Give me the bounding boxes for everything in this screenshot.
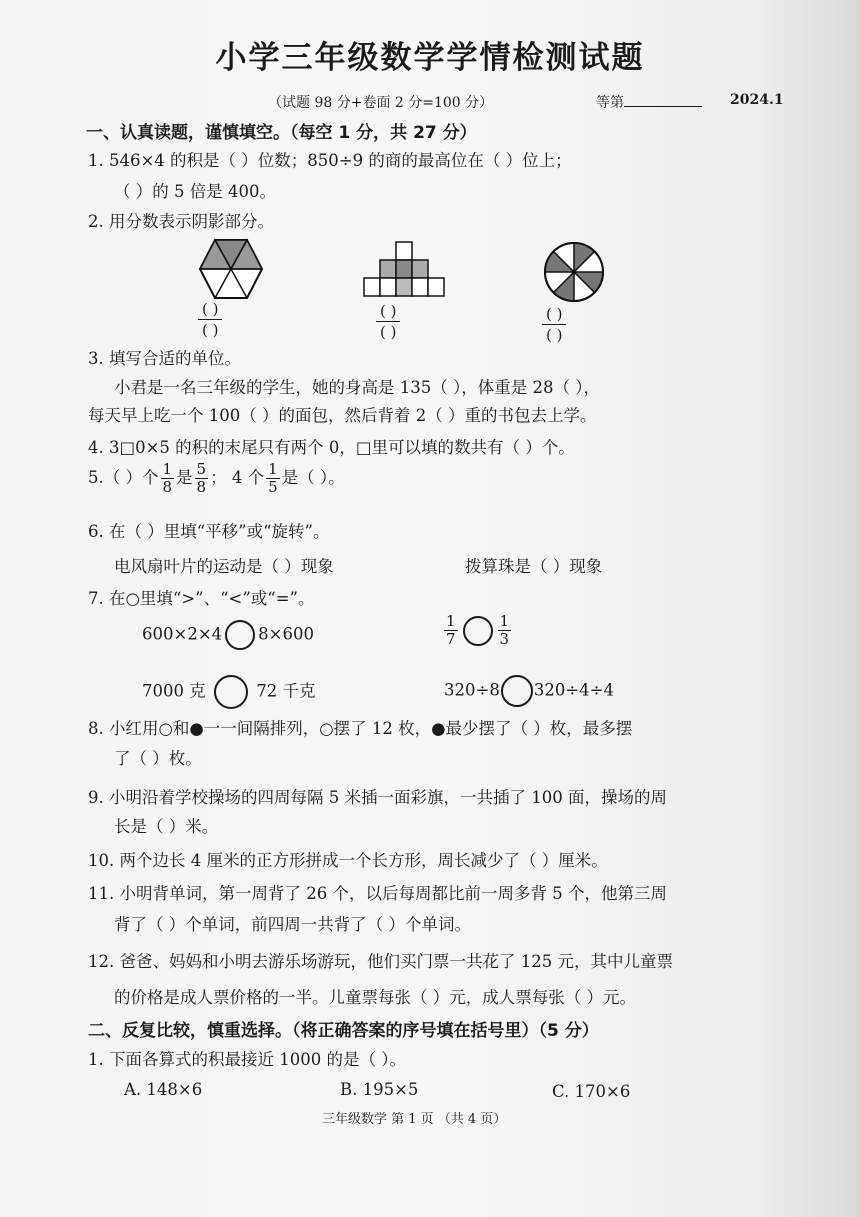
q5-part-d: 是（ ）。 bbox=[281, 468, 345, 487]
q6-text: 6. 在（ ）里填“平移”或“旋转”。 bbox=[88, 522, 330, 541]
q7-c-right: 72 千克 bbox=[256, 681, 316, 701]
fraction-blank-3-numerator[interactable]: ( ) bbox=[542, 307, 566, 325]
s2-q1-text: 1. 下面各算式的积最接近 1000 的是（ ）。 bbox=[88, 1050, 406, 1069]
fraction-blank-1-denominator[interactable]: ( ) bbox=[202, 321, 219, 339]
q5-fraction-1: $\frac{1}{8}$ bbox=[162, 460, 173, 496]
option-c[interactable]: C. 170×6 bbox=[552, 1082, 631, 1101]
section2-heading: 二、反复比较，慎重选择。（将正确答案的序号填在括号里）（5 分） bbox=[88, 1021, 599, 1041]
q12-line1: 12. 爸爸、妈妈和小明去游乐场游玩，他们买门票一共花了 125 元，其中儿童票 bbox=[88, 952, 673, 971]
q3-line1: 小君是一名三年级的学生，她的身高是 135（ ），体重是 28（ ）， bbox=[114, 378, 600, 397]
q3-line2: 每天早上吃一个 100（ ）的面包，然后背着 2（ ）重的书包去上学。 bbox=[88, 406, 597, 425]
grade-label-text: 等第 bbox=[596, 95, 624, 111]
q7-c-left: 7000 克 bbox=[142, 681, 206, 701]
squares-figure bbox=[362, 240, 456, 298]
q9-line1: 9. 小明沿着学校操场的四周每隔 5 米插一面彩旗，一共插了 100 面，操场的周 bbox=[88, 788, 667, 807]
fraction-blank-1[interactable] bbox=[198, 302, 222, 338]
q7-item-c bbox=[142, 675, 316, 709]
q1-line2: （ ）的 5 倍是 400。 bbox=[114, 182, 276, 201]
compare-circle-d[interactable] bbox=[501, 675, 533, 707]
q2-text: 2. 用分数表示阴影部分。 bbox=[88, 212, 274, 231]
q7-item-a bbox=[142, 620, 314, 650]
fraction-blank-2-numerator[interactable]: ( ) bbox=[376, 304, 400, 322]
compare-circle-a[interactable] bbox=[225, 620, 255, 650]
q11-line2: 背了（ ）个单词，前四周一共背了（ ）个单词。 bbox=[114, 915, 471, 934]
q7-b-fraction-2: $\frac{1}{3}$ bbox=[499, 612, 510, 648]
q6-right: 拨算珠是（ ）现象 bbox=[465, 557, 603, 576]
page-footer: 三年级数学 第 1 页 （共 4 页） bbox=[322, 1112, 507, 1127]
q7-text: 7. 在○里填“>”、“<”或“=”。 bbox=[88, 589, 315, 608]
q7-item-d bbox=[444, 675, 614, 707]
page-title: 小学三年级数学学情检测试题 bbox=[215, 40, 645, 76]
q10-text: 10. 两个边长 4 厘米的正方形拼成一个长方形，周长减少了（ ）厘米。 bbox=[88, 851, 608, 870]
q8-line1: 8. 小红用○和●一一间隔排列，○摆了 12 枚，●最少摆了（ ）枚，最多摆 bbox=[88, 719, 633, 738]
q5-part-c: ； 4 个 bbox=[210, 468, 265, 487]
q5-part-b: 是 bbox=[176, 468, 193, 487]
q4-text: 4. 3□0×5 的积的末尾只有两个 0，□里可以填的数共有（ ）个。 bbox=[88, 438, 575, 457]
q5-row bbox=[88, 462, 345, 495]
fraction-blank-2-denominator[interactable]: ( ) bbox=[380, 323, 397, 341]
q7-a-left: 600×2×4 bbox=[142, 624, 223, 644]
q8-line2: 了（ ）枚。 bbox=[114, 749, 202, 768]
section1-heading: 一、认真读题，谨慎填空。（每空 1 分，共 27 分） bbox=[86, 123, 477, 143]
q3-text: 3. 填写合适的单位。 bbox=[88, 349, 241, 368]
q7-b-fraction-1: $\frac{1}{7}$ bbox=[446, 612, 456, 648]
q5-fraction-2: $\frac{5}{8}$ bbox=[196, 460, 207, 496]
option-a[interactable]: A. 148×6 bbox=[124, 1080, 203, 1099]
circle-figure bbox=[543, 241, 605, 303]
grade-label bbox=[596, 92, 702, 112]
fraction-blank-2[interactable] bbox=[376, 304, 400, 340]
q5-part-a: 5.（ ）个 bbox=[88, 468, 159, 487]
option-b[interactable]: B. 195×5 bbox=[340, 1080, 419, 1099]
hexagon-figure bbox=[198, 238, 264, 300]
compare-circle-b[interactable] bbox=[463, 616, 493, 646]
q11-line1: 11. 小明背单词，第一周背了 26 个，以后每周都比前一周多背 5 个，他第三周 bbox=[88, 884, 667, 903]
q7-d-left: 320÷8 bbox=[444, 680, 500, 700]
q7-d-right: 320÷4÷4 bbox=[533, 680, 614, 700]
grade-blank[interactable] bbox=[624, 94, 702, 107]
score-note: （试题 98 分+卷面 2 分=100 分） bbox=[268, 95, 494, 111]
fraction-blank-3[interactable] bbox=[542, 307, 566, 343]
fraction-blank-3-denominator[interactable]: ( ) bbox=[546, 326, 563, 344]
q9-line2: 长是（ ）米。 bbox=[114, 817, 219, 836]
compare-circle-c[interactable] bbox=[214, 675, 248, 709]
fraction-blank-1-numerator[interactable]: ( ) bbox=[198, 302, 222, 320]
q12-line2: 的价格是成人票价格的一半。儿童票每张（ ）元，成人票每张（ ）元。 bbox=[114, 988, 636, 1007]
q7-a-right: 8×600 bbox=[258, 624, 314, 644]
q7-item-b bbox=[442, 614, 513, 647]
exam-date: 2024.1 bbox=[730, 92, 784, 108]
q1-line1: 1. 546×4 的积是（ ）位数；850÷9 的商的最高位在（ ）位上； bbox=[88, 151, 572, 170]
q5-fraction-3: $\frac{1}{5}$ bbox=[268, 460, 278, 496]
q6-left: 电风扇叶片的运动是（ ）现象 bbox=[114, 557, 334, 576]
